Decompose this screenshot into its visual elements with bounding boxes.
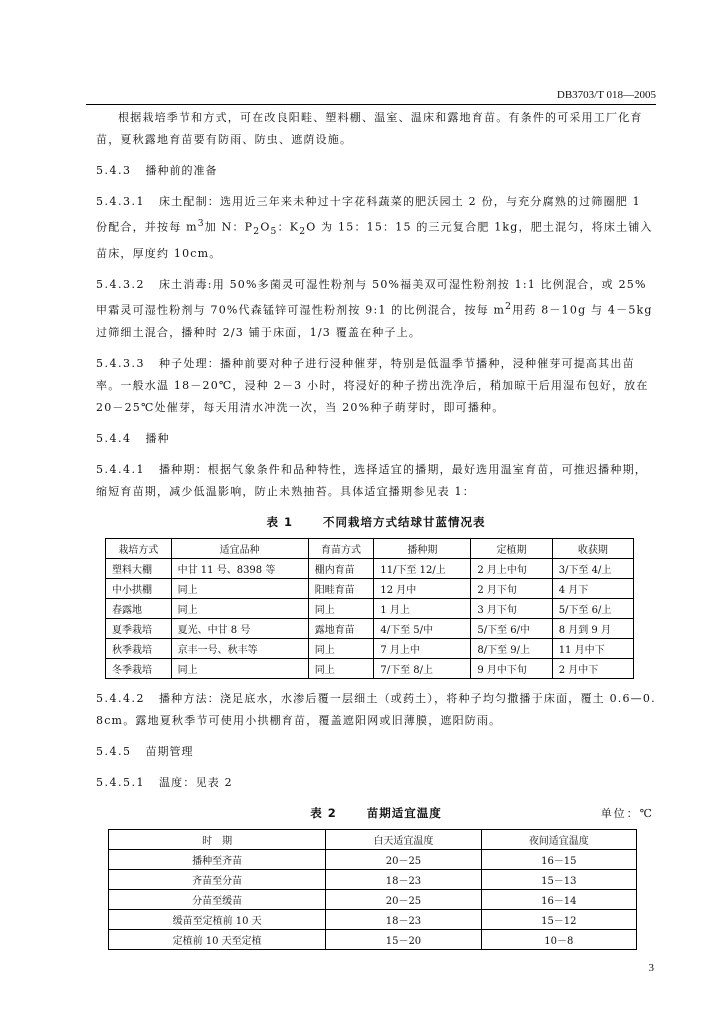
table-row	[109, 889, 637, 909]
clause-text-b: 用药 8－10g 与 4－5kg 过筛细土混合，播种时 2/3 铺于床面，1/3 覆盖在种子上。	[96, 303, 653, 339]
clause-number: 5.4.3.1	[96, 195, 145, 208]
table-unit: 单位：℃	[600, 806, 654, 820]
table-row	[106, 558, 634, 578]
table-row	[109, 929, 637, 949]
table-cell: 分苗至缓苗	[109, 889, 326, 909]
section-title: 苗期管理	[145, 744, 194, 758]
table-label: 表 2	[310, 805, 337, 820]
clause-number: 5.4.4.2	[96, 691, 145, 705]
clause-5-4-4-1	[96, 459, 656, 503]
table-caption	[96, 805, 656, 821]
table-row	[109, 909, 637, 929]
table-cell: 同上	[308, 658, 374, 678]
table-cell: 播种至齐苗	[109, 849, 326, 869]
table-cell: 同上	[308, 638, 374, 658]
table-cell: 中小拱棚	[106, 578, 172, 598]
table-caption	[96, 514, 656, 530]
table-cell: 1 月上	[374, 598, 471, 618]
header-cell: 白天适宜温度	[326, 829, 481, 849]
page-number: 3	[648, 962, 654, 974]
table-cell: 18－23	[326, 869, 481, 889]
table-cell: 20－25	[326, 889, 481, 909]
table-row	[106, 598, 634, 618]
table-cell: 露地育苗	[308, 618, 374, 638]
subscript: 5	[270, 225, 278, 237]
table-cell: 5/下至 6/中	[471, 618, 552, 638]
table-2-caption	[96, 803, 656, 825]
table-cell: 同上	[171, 658, 308, 678]
section-5-4-3-heading	[96, 160, 656, 182]
clause-text: 种子处理：播种前要对种子进行浸种催芽，特别是低温季节播种，浸种催芽可提高其出苗率。一般水温 18－20℃，浸种 2－3 小时，将浸好的种子捞出洗净后，稍加晾干后用湿布包好，放在 20－25℃处催芽，每天用清水冲洗一次，当 20%种子萌芽时，即可播种。	[96, 356, 649, 414]
table-cell: 缓苗至定植前 10 天	[109, 909, 326, 929]
clause-text-c: O	[260, 220, 271, 234]
table-1	[105, 538, 634, 679]
table-cell: 15－20	[326, 929, 481, 949]
clause-text-d: ：K	[277, 220, 300, 234]
table-2	[108, 829, 637, 950]
table-cell: 京丰一号、秋丰等	[171, 638, 308, 658]
table-cell: 春露地	[106, 598, 172, 618]
table-row	[106, 618, 634, 638]
clause-number: 5.4.4.1	[96, 462, 145, 476]
header-cell: 适宜品种	[171, 538, 308, 558]
clause-text-e: O 为 15：15：15 的三元复合肥 1kg，肥土混匀，将床土铺入苗床，厚度约 10cm。	[96, 220, 653, 260]
table-cell: 10－8	[481, 929, 636, 949]
header-cell: 播种期	[374, 538, 471, 558]
table-cell: 8 月到 9 月	[552, 618, 633, 638]
table-header-row	[106, 538, 634, 558]
section-5-4-4-heading	[96, 428, 656, 450]
header-rule	[86, 104, 656, 105]
clause-5-4-4-2	[96, 688, 656, 732]
subscript: 2	[253, 225, 261, 237]
section-number: 5.4.3	[96, 164, 132, 177]
table-cell: 8/下至 9/上	[471, 638, 552, 658]
clause-text: 播种期：根据气象条件和品种特性，选择适宜的播期，最好选用温室育苗，可推迟播种期，缩短育苗期，减少低温影响，防止未熟抽苔。具体适宜播期参见表 1：	[96, 462, 647, 498]
table-cell: 11 月中下	[552, 638, 633, 658]
clause-text: 温度：见表 2	[158, 775, 233, 789]
table-cell: 16－15	[481, 849, 636, 869]
table-row	[106, 578, 634, 598]
table-cell: 7 月上中	[374, 638, 471, 658]
clause-text-a: 床土配制：选用近三年来未种过十字花科蔬菜的肥沃园土 2 份，与充分腐熟的过筛圈肥 1 份配合，并按每 m	[96, 195, 641, 234]
table-row	[109, 849, 637, 869]
standard-code: DB3703/T 018—2005	[556, 89, 656, 101]
table-row	[106, 638, 634, 658]
table-title: 苗期适宜温度	[366, 805, 442, 820]
table-cell: 同上	[171, 598, 308, 618]
clause-number: 5.4.3.3	[96, 356, 145, 370]
table-cell: 同上	[308, 598, 374, 618]
table-cell: 3/下至 4/上	[552, 558, 633, 578]
table-cell: 棚内育苗	[308, 558, 374, 578]
superscript: 2	[505, 300, 513, 312]
section-title: 播种前的准备	[145, 164, 218, 177]
table-cell: 15－13	[481, 869, 636, 889]
table-cell: 定植前 10 天至定植	[109, 929, 326, 949]
table-cell: 9 月中下旬	[471, 658, 552, 678]
table-label: 表 1	[266, 514, 293, 529]
header-cell: 时 期	[109, 829, 326, 849]
clause-5-4-5-1	[96, 772, 656, 794]
table-cell: 15－12	[481, 909, 636, 929]
subscript: 2	[299, 225, 307, 237]
table-cell: 中甘 11 号、8398 等	[171, 558, 308, 578]
header-cell: 定植期	[471, 538, 552, 558]
header-cell: 育苗方式	[308, 538, 374, 558]
table-cell: 阳畦育苗	[308, 578, 374, 598]
table-cell: 11/下至 12/上	[374, 558, 471, 578]
table-cell: 2 月中下	[552, 658, 633, 678]
table-cell: 2 月下旬	[471, 578, 552, 598]
table-cell: 5/下至 6/上	[552, 598, 633, 618]
table-cell: 秋季栽培	[106, 638, 172, 658]
section-number: 5.4.5	[96, 744, 132, 758]
table-row	[109, 869, 637, 889]
table-1-caption	[96, 512, 656, 534]
section-5-4-5-heading	[96, 741, 656, 763]
table-cell: 7/下至 8/上	[374, 658, 471, 678]
table-cell: 同上	[171, 578, 308, 598]
document-body	[96, 107, 656, 950]
table-title: 不同栽培方式结球甘蓝情况表	[323, 514, 486, 529]
table-header-row	[109, 829, 637, 849]
table-cell: 夏季栽培	[106, 618, 172, 638]
table-cell: 18－23	[326, 909, 481, 929]
superscript: 3	[197, 218, 205, 229]
clause-number: 5.4.5.1	[96, 775, 145, 789]
clause-text: 播种方法：浇足底水，水渗后覆一层细土（或药土），将种子均匀撒播于床面，覆土 0.6—0.8cm。露地夏秋季节可使用小拱棚育苗，覆盖遮阳网或旧薄膜，遮阳防雨。	[96, 691, 656, 727]
table-cell: 齐苗至分苗	[109, 869, 326, 889]
section-title: 播种	[145, 431, 170, 445]
table-cell: 2 月上中旬	[471, 558, 552, 578]
table-cell: 夏光、中甘 8 号	[171, 618, 308, 638]
table-cell: 4 月下	[552, 578, 633, 598]
clause-5-4-3-1	[96, 191, 656, 265]
clause-text-b: 加 N：P	[204, 220, 254, 234]
table-cell: 冬季栽培	[106, 658, 172, 678]
header-cell: 收获期	[552, 538, 633, 558]
section-number: 5.4.4	[96, 431, 132, 445]
clause-5-4-3-3	[96, 353, 656, 419]
clause-5-4-3-2	[96, 274, 656, 344]
header-cell: 夜间适宜温度	[481, 829, 636, 849]
clause-number: 5.4.3.2	[96, 277, 145, 291]
table-cell: 塑料大棚	[106, 558, 172, 578]
clause-text-a: 床土消毒:用 50%多菌灵可湿性粉剂与 50%福美双可湿性粉剂按 1:1 比例混合，或 25%甲霜灵可湿性粉剂与 70%代森锰锌可湿性粉剂按 9:1 的比例混合，按每 m	[96, 277, 647, 317]
table-cell: 16－14	[481, 889, 636, 909]
intro-paragraph: 根据栽培季节和方式，可在改良阳畦、塑料棚、温室、温床和露地育苗。有条件的可采用工厂化育苗，夏秋露地育苗要有防雨、防虫、遮荫设施。	[96, 111, 643, 146]
table-row	[106, 658, 634, 678]
table-cell: 3 月下旬	[471, 598, 552, 618]
table-cell: 12 月中	[374, 578, 471, 598]
table-cell: 4/下至 5/中	[374, 618, 471, 638]
table-cell: 20－25	[326, 849, 481, 869]
header-cell: 栽培方式	[106, 538, 172, 558]
